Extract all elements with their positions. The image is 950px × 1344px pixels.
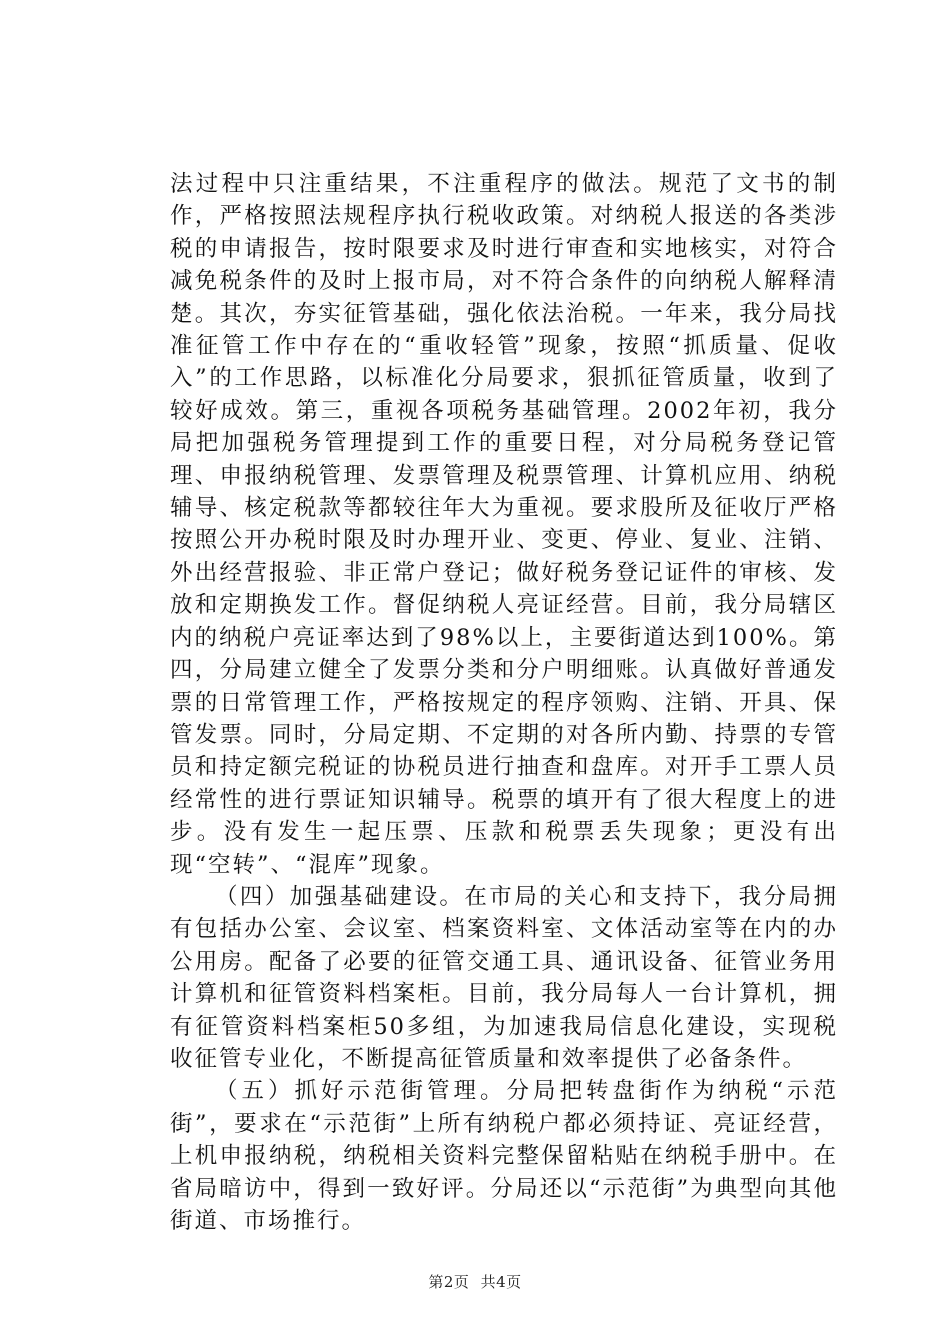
paragraph-section-four: （四）加强基础建设。在市局的关心和支持下，我分局拥有包括办公室、会议室、档案资料室、文体活动室等在内的办公用房。配备了必要的征管交通工具、通讯设备、征管业务用计算机和征管资料档案柜。目前，我分局每人一台计算机，拥有征管资料档案柜50多组，为加速我局信息化建设，实现税收征管专业化，不断提高征管质量和效率提供了必备条件。 xyxy=(170,883,838,1072)
page-total: 共4页 xyxy=(480,1273,522,1291)
page-footer xyxy=(0,1272,950,1292)
document-body xyxy=(170,168,838,1237)
paragraph-continued: 法过程中只注重结果，不注重程序的做法。规范了文书的制作，严格按照法规程序执行税收政策。对纳税人报送的各类涉税的申请报告，按时限要求及时进行审查和实地核实，对符合减免税条件的及时上报市局，对不符合条件的向纳税人解释清楚。其次，夯实征管基础，强化依法治税。一年来，我分局找准征管工作中存在的“重收轻管”现象，按照“抓质量、促收入”的工作思路，以标准化分局要求，狠抓征管质量，收到了较好成效。第三，重视各项税务基础管理。2002年初，我分局把加强税务管理提到工作的重要日程，对分局税务登记管理、申报纳税管理、发票管理及税票管理、计算机应用、纳税辅导、核定税款等都较往年大为重视。要求股所及征收厅严格按照公开办税时限及时办理开业、变更、停业、复业、注销、外出经营报验、非正常户登记；做好税务登记证件的审核、发放和定期换发工作。督促纳税人亮证经营。目前，我分局辖区内的纳税户亮证率达到了98%以上，主要街道达到100%。第四，分局建立健全了发票分类和分户明细账。认真做好普通发票的日常管理工作，严格按规定的程序领购、注销、开具、保管发票。同时，分局定期、不定期的对各所内勤、持票的专管员和持定额完税证的协税员进行抽查和盘库。对开手工票人员经常性的进行票证知识辅导。税票的填开有了很大程度上的进步。没有发生一起压票、压款和税票丢失现象；更没有出现“空转”、“混库”现象。 xyxy=(170,171,838,878)
page-number: 第2页 xyxy=(428,1273,470,1291)
paragraph-section-five: （五）抓好示范街管理。分局把转盘街作为纳税“示范街”，要求在“示范街”上所有纳税户都必须持证、亮证经营，上机申报纳税，纳税相关资料完整保留粘贴在纳税手册中。在省局暗访中，得到一致好评。分局还以“示范街”为典型向其他街道、市场推行。 xyxy=(170,1078,838,1234)
